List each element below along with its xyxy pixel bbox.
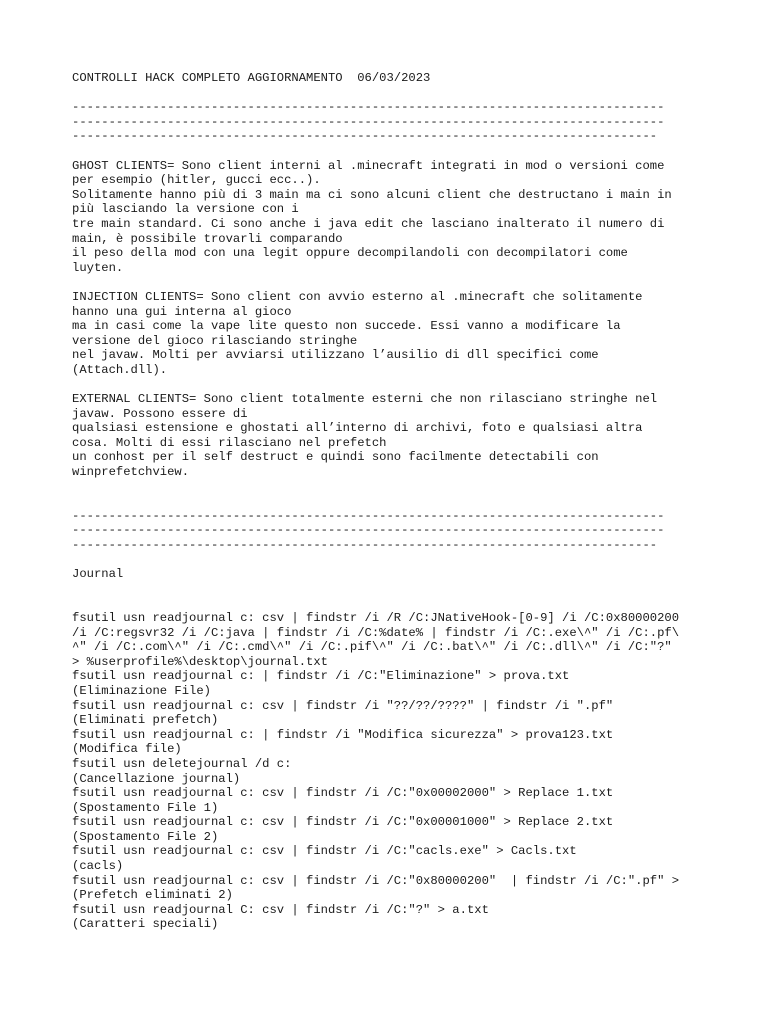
journal-heading: Journal [72,567,124,582]
paragraph-line: GHOST CLIENTS= Sono client interni al .minecraft integrati in mod o versioni come [72,158,665,173]
separator-middle [72,509,712,553]
spacer [72,377,712,392]
paragraph-line: più lasciando la versione con i [72,202,299,217]
paragraph-line: EXTERNAL CLIENTS= Sono client totalmente esterni che non rilasciano stringhe nel [72,392,658,407]
paragraph-line: INJECTION CLIENTS= Sono client con avvio esterno al .minecraft che solitamente [72,289,643,304]
command-line: fsutil usn readjournal c: csv | findstr /i /C:"cacls.exe" > Cacls.txt [72,844,577,859]
separator-line: -------------------------------------------------------------------------------- [72,538,658,552]
spacer [72,275,712,290]
command-caption: (cacls) [72,859,124,874]
separator-top [72,100,712,144]
paragraph-line: Solitamente hanno più di 3 main ma ci sono alcuni client che destructano i main in [72,187,672,202]
paragraph-line: (Attach.dll). [72,362,168,377]
command-line: fsutil usn readjournal C: csv | findstr /i /C:"?" > a.txt [72,902,489,917]
document-title: CONTROLLI HACK COMPLETO AGGIORNAMENTO 06/03/2023 [72,71,431,85]
paragraph-line: hanno una gui interna al gioco [72,304,292,319]
command-line: fsutil usn deletejournal /d c: [72,756,292,771]
paragraph-line: per esempio (hitler, gucci ecc..). [72,173,321,188]
paragraph-line: nel javaw. Molti per avviarsi utilizzano l’ausilio di dll specifici come [72,348,599,363]
separator-line: -------------------------------------------------------------------------------- [72,129,658,144]
command-line: /i /C:regsvr32 /i /C:java | findstr /i /C:%date% | findstr /i /C:.exe\^" /i /C:.pf\ [72,625,680,640]
command-line: fsutil usn readjournal c: | findstr /i "Modifica sicurezza" > prova123.txt [72,727,614,742]
external-clients-paragraph [72,392,712,480]
spacer [72,553,712,568]
spacer [72,86,712,101]
command-caption: (Modifica file) [72,742,182,757]
paragraph-line: versione del gioco rilasciando stringhe [72,333,358,348]
paragraph-line: ma in casi come la vape lite questo non succede. Essi vanno a modificare la [72,319,621,334]
command-line: fsutil usn readjournal c: csv | findstr /i /C:"0x00001000" > Replace 2.txt [72,815,614,830]
paragraph-line: cosa. Molti di essi rilasciano nel prefetch [72,435,387,450]
paragraph-line: main, è possibile trovarli comparando [72,231,343,246]
spacer [72,582,712,611]
journal-commands [72,611,712,932]
paragraph-line: luyten. [72,260,124,275]
separator-line: --------------------------------------------------------------------------------- [72,523,665,538]
paragraph-line: qualsiasi estensione e ghostati all’interno di archivi, foto e qualsiasi altra [72,421,643,436]
command-line: > %userprofile%\desktop\journal.txt [72,654,328,669]
injection-clients-paragraph [72,290,712,378]
paragraph-line: un conhost per il self destruct e quindi sono facilmente detectabili con [72,450,599,465]
command-line: fsutil usn readjournal c: csv | findstr /i "??/??/????" | findstr /i ".pf" [72,698,614,713]
command-line: fsutil usn readjournal c: csv | findstr /i /C:"0x00002000" > Replace 1.txt [72,786,614,801]
command-caption: (Eliminazione File) [72,683,211,698]
paragraph-line: tre main standard. Ci sono anche i java edit che lasciano inalterato il numero di [72,216,665,231]
ghost-clients-paragraph [72,159,712,276]
command-caption: (Caratteri speciali) [72,917,219,932]
separator-line: --------------------------------------------------------------------------------- [72,114,665,129]
document-page [72,71,712,932]
paragraph-line: winprefetchview. [72,465,190,480]
command-line: ^" /i /C:.com\^" /i /C:.cmd\^" /i /C:.pif\^" /i /C:.bat\^" /i /C:.dll\^" /i /C:"?" [72,640,672,655]
command-caption: (Cancellazione journal) [72,771,241,786]
command-caption: (Spostamento File 1) [72,800,219,815]
command-caption: (Spostamento File 2) [72,829,219,844]
paragraph-line: javaw. Possono essere di [72,406,248,421]
command-line: fsutil usn readjournal c: | findstr /i /C:"Eliminazione" > prova.txt [72,669,570,684]
command-caption: (Eliminati prefetch) [72,713,219,728]
command-line: fsutil usn readjournal c: csv | findstr /i /R /C:JNativeHook-[0-9] /i /C:0x80000200 [72,610,680,625]
paragraph-line: il peso della mod con una legit oppure decompilandoli con decompilatori come [72,246,628,261]
separator-line: --------------------------------------------------------------------------------- [72,508,665,523]
spacer [72,144,712,159]
separator-line: --------------------------------------------------------------------------------- [72,100,665,115]
spacer [72,480,712,509]
command-line: fsutil usn readjournal c: csv | findstr /i /C:"0x80000200" | findstr /i /C:".pf" > [72,873,680,888]
command-caption: (Prefetch eliminati 2) [72,888,233,903]
